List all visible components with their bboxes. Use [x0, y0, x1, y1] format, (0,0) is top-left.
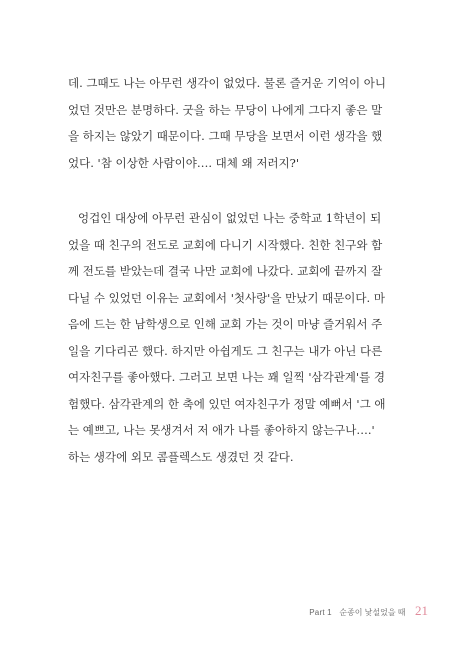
paragraph-2	[68, 205, 413, 470]
text-line: 다닐 수 있었던 이유는 교회에서 '첫사랑'을 만났기 때문이다. 마	[68, 290, 385, 305]
text-line: 하는 생각에 외모 콤플렉스도 생겼던 것 같다.	[68, 449, 294, 464]
text-line: 일을 기다리곤 했다. 하지만 아쉽게도 그 친구는 내가 아닌 다른	[68, 343, 383, 358]
text-line: 여자친구를 좋아했다. 그러고 보면 나는 꽤 일찍 '삼각관계'를 경	[68, 370, 385, 384]
text-line: 험했다. 삼각관계의 한 축에 있던 여자친구가 정말 예뻐서 '그 애	[68, 396, 386, 411]
text-line: 는 예쁘고, 나는 못생겨서 저 애가 나를 좋아하지 않는구나….'	[68, 423, 375, 437]
text-line: 데. 그때도 나는 아무런 생각이 없었다. 물론 즐거운 기억이 아니	[68, 76, 386, 90]
text-line: 음에 드는 한 남학생으로 인해 교회 가는 것이 마냥 즐거워서 주	[68, 317, 383, 331]
footer-chapter-title: 순종이 낯설었을 때	[339, 608, 406, 617]
paragraph-1	[68, 70, 413, 176]
text-line: 었을 때 친구의 전도로 교회에 다니기 시작했다. 친한 친구와 함	[68, 237, 383, 252]
text-line: 을 하지는 않았기 때문이다. 그때 무당을 보면서 이런 생각을 했	[68, 129, 383, 143]
text-line: 었던 것만은 분명하다. 굿을 하는 무당이 나에게 그다지 좋은 말	[68, 102, 383, 117]
text-line: 엉겁인 대상에 아무런 관심이 없었던 나는 중학교 1학년이 되	[78, 211, 382, 225]
footer-part-label: Part 1	[309, 608, 332, 617]
page-footer	[309, 602, 428, 620]
page-number: 21	[415, 603, 428, 618]
text-line: 었다. '참 이상한 사람이야…. 대체 왜 저러지?'	[68, 155, 299, 170]
text-line: 께 전도를 받았는데 결국 나만 교회에 나갔다. 교회에 끝까지 잘	[68, 264, 383, 278]
